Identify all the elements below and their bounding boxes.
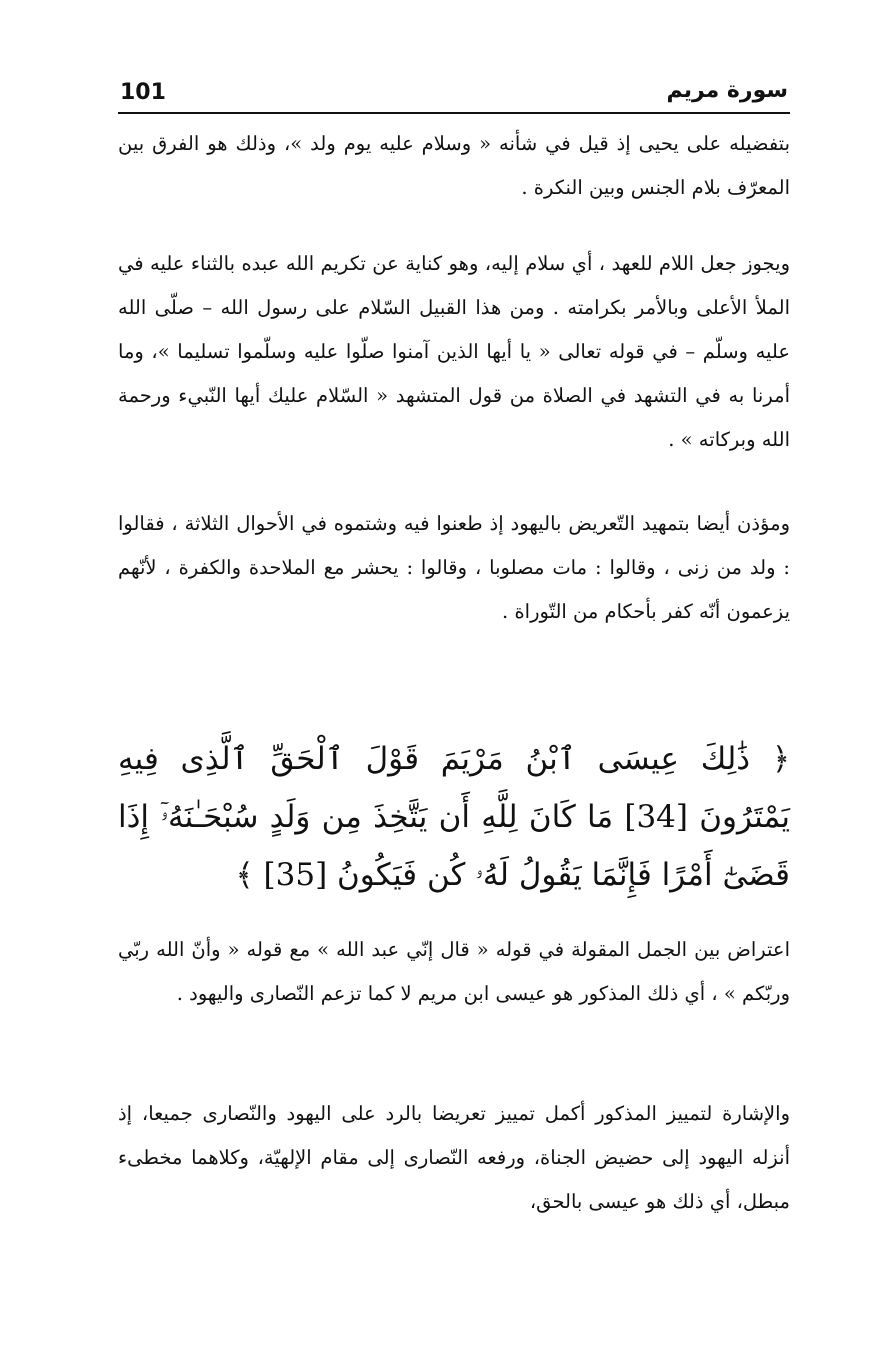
paragraph: ومؤذن أيضا بتمهيد التّعريض باليهود إذ طعنوا فيه وشتموه في الأحوال الثلاثة ، فقالوا : ولد من زنى ، وقالوا : مات مصلوبا ، وقالوا : يحشر مع الملاحدة والكفرة ، لأنّهم يزعمون أنّه كفر بأحكام من التّوراة . (118, 512, 790, 623)
commentary-paragraph: والإشارة لتمييز المذكور أكمل تمييز تعريضا بالرد على اليهود والنّصارى جميعا، إذ أنزله اليهود إلى حضيض الجناة، ورفعه النّصارى إلى مقام الإلهيّة، وكلاهما مخطىء مبطل، أي ذلك هو عيسى بالحق، (118, 1102, 790, 1213)
running-title: سورة مريم (666, 78, 788, 103)
page-header (118, 72, 790, 114)
book-page (118, 72, 790, 1213)
commentary-paragraph: اعتراض بين الجمل المقولة في قوله « قال إنّي عبد الله » مع قوله « وأنّ الله ربّي وربّكم » ، أي ذلك المذكور هو عيسى ابن مريم لا كما تزعم النّصارى واليهود . (118, 938, 790, 1005)
quran-verse: ﴿ ذَٰلِكَ عِيسَى ٱبْنُ مَرْيَمَ قَوْلَ ٱلْحَقِّ ٱلَّذِى فِيهِ يَمْتَرُونَ [34] مَا كَانَ لِلَّهِ أَن يَتَّخِذَ مِن وَلَدٍ سُبْحَـٰنَهُۥٓ إِذَا قَضَىٰٓ أَمْرًا فَإِنَّمَا يَقُولُ لَهُۥ كُن فَيَكُونُ [35] ﴾ (118, 741, 790, 893)
paragraph: ويجوز جعل اللام للعهد ، أي سلام إليه، وهو كناية عن تكريم الله عبده بالثناء عليه في الملأ الأعلى وبالأمر بكرامته . ومن هذا القبيل السّلام على رسول الله – صلّى الله عليه وسلّم – في قوله تعالى « يا أيها الذين آمنوا صلّوا عليه وسلّموا تسليما »، وما أمرنا به في التشهد في الصلاة من قول المتشهد « السّلام عليك أيها النّبيء ورحمة الله وبركاته » . (118, 252, 790, 451)
paragraph: بتفضيله على يحيى إذ قيل في شأنه « وسلام عليه يوم ولد »، وذلك هو الفرق بين المعرّف بلام الجنس وبين النكرة . (118, 132, 790, 199)
page-number: 101 (120, 80, 166, 105)
